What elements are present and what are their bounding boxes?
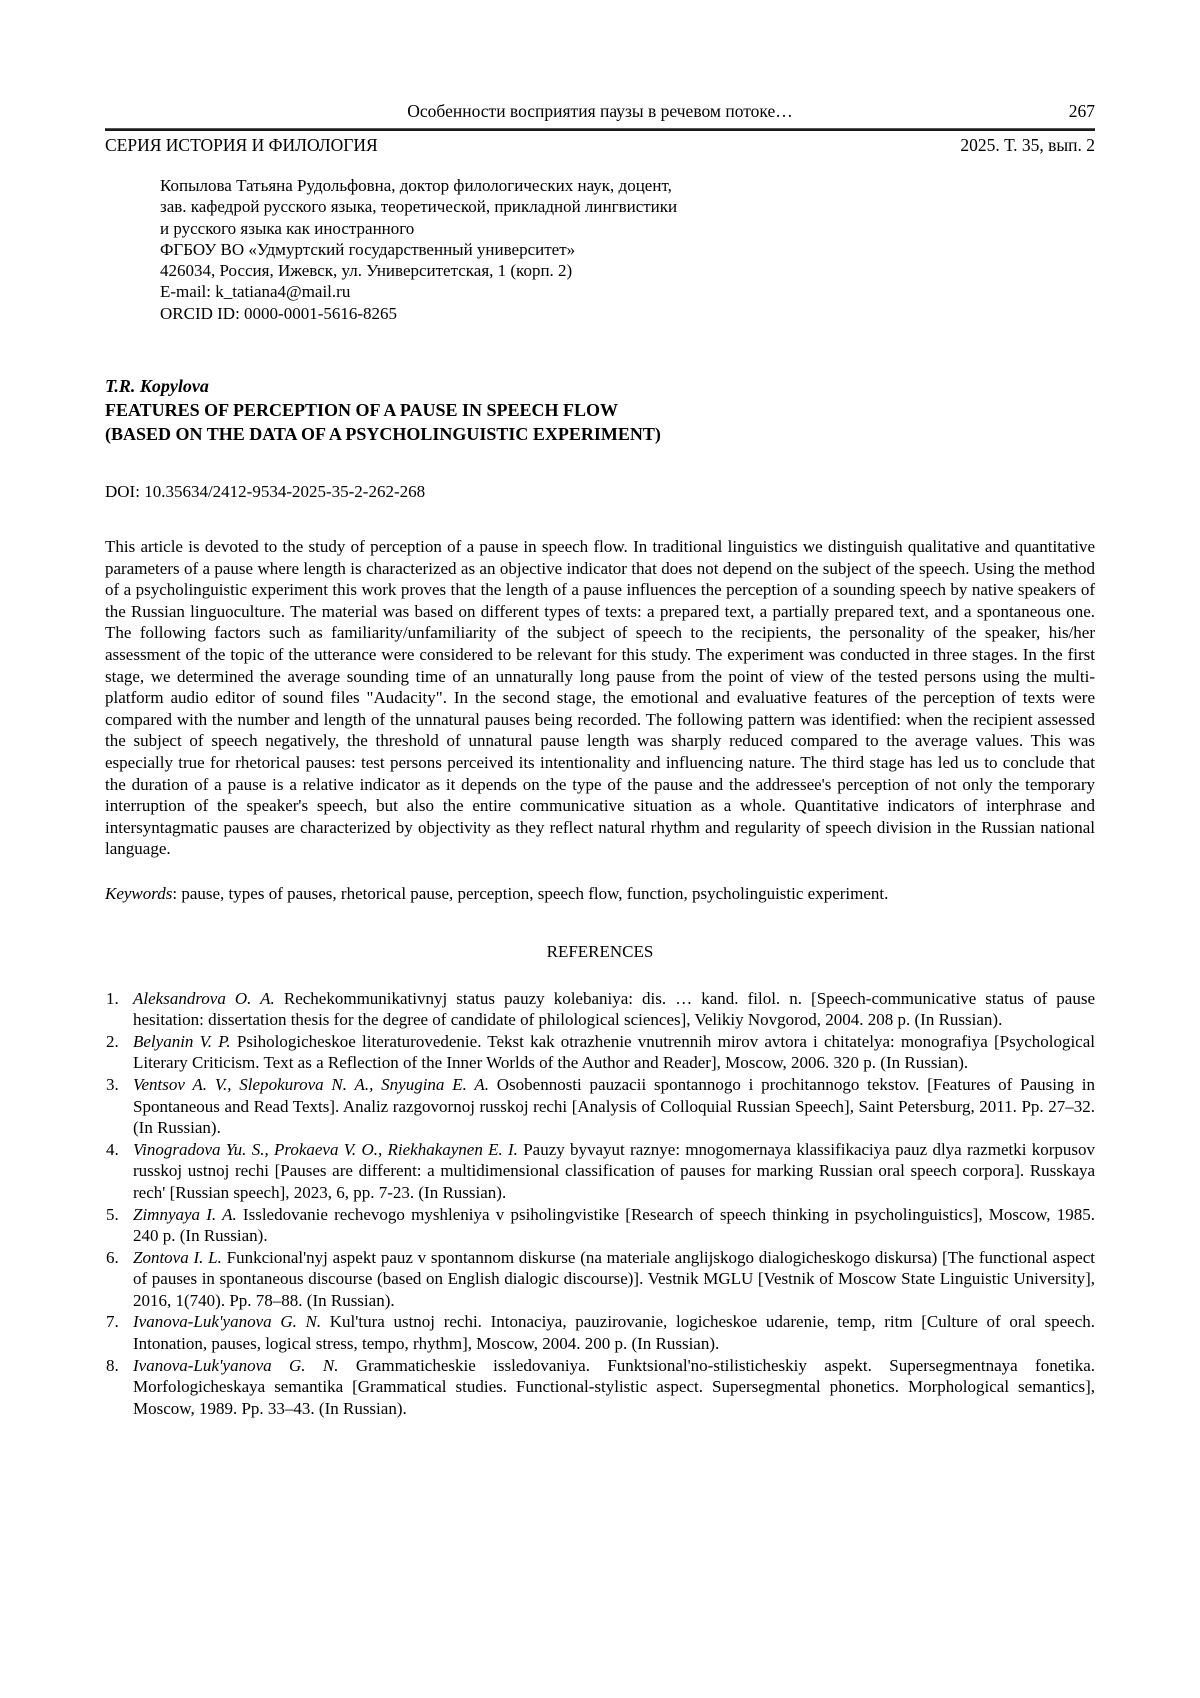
doi-line: DOI: 10.35634/2412-9534-2025-35-2-262-268: [105, 482, 426, 502]
reference-number: 2.: [106, 1031, 119, 1051]
author-name-ru: Копылова Татьяна Рудольфовна, доктор филологических наук, доцент,: [160, 176, 672, 195]
reference-number: 4.: [106, 1139, 119, 1159]
reference-number: 8.: [106, 1355, 119, 1375]
references-list: [105, 988, 1095, 1420]
references-heading: REFERENCES: [546, 941, 654, 961]
reference-authors: Ivanova-Luk'yanova G. N.: [133, 1312, 322, 1332]
author-position-line: зав. кафедрой русского языка, теоретической, прикладной лингвистики: [160, 197, 678, 217]
reference-authors: Aleksandrova O. A.: [133, 988, 275, 1008]
keywords-text: : pause, types of pauses, rhetorical pause, perception, speech flow, function, psycholinguistic experiment.: [172, 883, 889, 903]
reference-number: 6.: [106, 1247, 119, 1267]
author-affiliation-block: [160, 175, 1095, 324]
author-position-line2: и русского языка как иностранного: [160, 218, 415, 238]
series-row: [105, 134, 1095, 156]
reference-item: [105, 1311, 1095, 1354]
reference-authors: Zontova I. L.: [133, 1247, 222, 1267]
article-title-line1: FEATURES OF PERCEPTION OF A PAUSE IN SPEECH FLOW: [105, 400, 619, 421]
abstract-paragraph: This article is devoted to the study of perception of a pause in speech flow. In traditional linguistics we distinguish qualitative and quantitative parameters of a pause where length is characterized as an objective indicator that does not depend on the subject of the speech. Using the method of a psycholinguistic experiment this work proves that the length of a pause influences the perception of a sounding speech by native speakers of the Russian linguoculture. The material was based on different types of texts: a prepared text, a partially prepared text, and a spontaneous one. The following factors such as familiarity/unfamiliarity of the subject of speech to the recipients, the personality of the speaker, his/her assessment of the topic of the utterance were considered to be relevant for this study. The experiment was conducted in three stages. In the first stage, we determined the average sounding time of an unnaturally long pause from the point of view of the tested persons using the multi-platform audio editor of sound files "Audacity". In the second stage, the emotional and evaluative features of the perception of texts were compared with the number and length of the unnatural pauses being recorded. The following pattern was identified: when the recipient assessed the subject of speech negatively, the threshold of unnatural pause length was sharply reduced compared to the average values. This was especially true for rhetorical pauses: test persons perceived its intentionality and influencing nature. The third stage has led us to conclude that the duration of a pause is a relative indicator as it depends on the type of the pause and the addressee's perception of not only the temporary interruption of the speaker's speech, but also the entire communicative situation as a whole. Quantitative indicators of interphrase and intersyntagmatic pauses are characterized by objectivity as they reflect natural rhythm and regularity of speech division in the Russian national language.: [105, 537, 1095, 859]
affiliation-university: ФГБОУ ВО «Удмуртский государственный университет»: [160, 239, 576, 259]
reference-item: [105, 1074, 1095, 1139]
reference-text: Grammaticheskie issledovaniya. Funktsional'no-stilisticheskiy aspekt. Supersegmentnaya fonetika. Morfologicheskaya semantika [Grammatical studies. Functional-stylistic aspect. Supersegmental phonetics. Morphological semantics], Moscow, 1989. Pp. 33–43. (In Russian).: [133, 1355, 1095, 1418]
reference-number: 5.: [106, 1204, 119, 1224]
reference-item: [105, 988, 1095, 1031]
article-title-line2: (BASED ON THE DATA OF A PSYCHOLINGUISTIC EXPERIMENT): [105, 424, 661, 445]
running-title: Особенности восприятия паузы в речевом потоке…: [407, 101, 793, 121]
reference-text: Kul'tura ustnoj rechi. Intonaciya, pauzirovanie, logicheskoe udarenie, temp, ritm [Culture of oral speech. Intonation, pauses, logical stress, tempo, rhythm], Moscow, 2004. 200 p. (In Russian).: [133, 1312, 1095, 1354]
header-rule: [105, 128, 1095, 131]
issue-info: 2025. Т. 35, вып. 2: [960, 135, 1095, 155]
reference-text: Pauzy byvayut raznye: mnogomernaya klassifikaciya pauz dlya razmetki korpusov russkoj ustnoj rechi [Pauses are different: a multidimensional classification of pauses for marking Russian oral speech corpora]. Russkaya rech' [Russian speech], 2023, 6, pp. 7-23. (In Russian).: [133, 1139, 1095, 1202]
reference-authors: Belyanin V. P.: [133, 1031, 231, 1051]
reference-text: Funkcional'nyj aspekt pauz v spontannom diskurse (na materiale anglijskogo dialogicheskogo diskursa) [The functional aspect of pauses in spontaneous discourse (based on English dialogic discourse)]. Vestnik MGLU [Vestnik of Moscow State Linguistic University], 2016, 1(740). Pp. 78–88. (In Russian).: [133, 1247, 1095, 1310]
reference-number: 7.: [106, 1312, 119, 1332]
author-email: E-mail: k_tatiana4@mail.ru: [160, 282, 351, 302]
keywords-label: Keywords: [105, 883, 173, 903]
reference-text: Psihologicheskoe literaturovedenie. Tekst kak otrazhenie vnutrennih mirov avtora i chitatelya: monografiya [Psychological Literary Criticism. Text as a Reflection of the Inner Worlds of the Author and Reader], Moscow, 2006. 320 p. (In Russian).: [133, 1031, 1095, 1073]
reference-authors: Vinogradova Yu. S., Prokaeva V. O., Riekhakaynen E. I.: [133, 1139, 518, 1159]
series-title: СЕРИЯ ИСТОРИЯ И ФИЛОЛОГИЯ: [105, 135, 378, 155]
reference-authors: Zimnyaya I. A.: [133, 1204, 237, 1224]
reference-item: [105, 1355, 1095, 1420]
keywords-line: [105, 883, 1095, 905]
running-head-row: [105, 100, 1095, 122]
reference-number: 1.: [106, 988, 119, 1008]
reference-number: 3.: [106, 1074, 119, 1094]
reference-item: [105, 1204, 1095, 1247]
reference-authors: Ventsov A. V., Slepokurova N. A., Snyugina E. A.: [133, 1074, 489, 1094]
page-number: 267: [1068, 101, 1095, 121]
reference-authors: Ivanova-Luk'yanova G. N.: [133, 1355, 339, 1375]
reference-item: [105, 1247, 1095, 1312]
author-orcid: ORCID ID: 0000-0001-5616-8265: [160, 303, 398, 323]
reference-text: Rechekommunikativnyj status pauzy kolebaniya: dis. … kand. filol. n. [Speech-communicative status of pause hesitation: dissertation thesis for the degree of candidate of philological sciences], Velikiy Novgorod, 2004. 208 p. (In Russian).: [133, 988, 1095, 1030]
reference-text: Osobennosti pauzacii spontannogo i prochitannogo tekstov. [Features of Pausing in Spontaneous and Read Texts]. Analiz razgovornoj russkoj rechi [Analysis of Colloquial Russian Speech], Saint Petersburg, 2011. Pp. 27–32. (In Russian).: [133, 1074, 1095, 1138]
reference-item: [105, 1139, 1095, 1204]
author-name-en: T.R. Kopylova: [105, 376, 209, 397]
reference-item: [105, 1031, 1095, 1074]
reference-text: Issledovanie rechevogo myshleniya v psiholingvistike [Research of speech thinking in psycholinguistics], Moscow, 1985. 240 p. (In Russian).: [133, 1204, 1095, 1246]
title-block: [105, 374, 1095, 446]
affiliation-address: 426034, Россия, Ижевск, ул. Университетская, 1 (корп. 2): [160, 261, 573, 281]
